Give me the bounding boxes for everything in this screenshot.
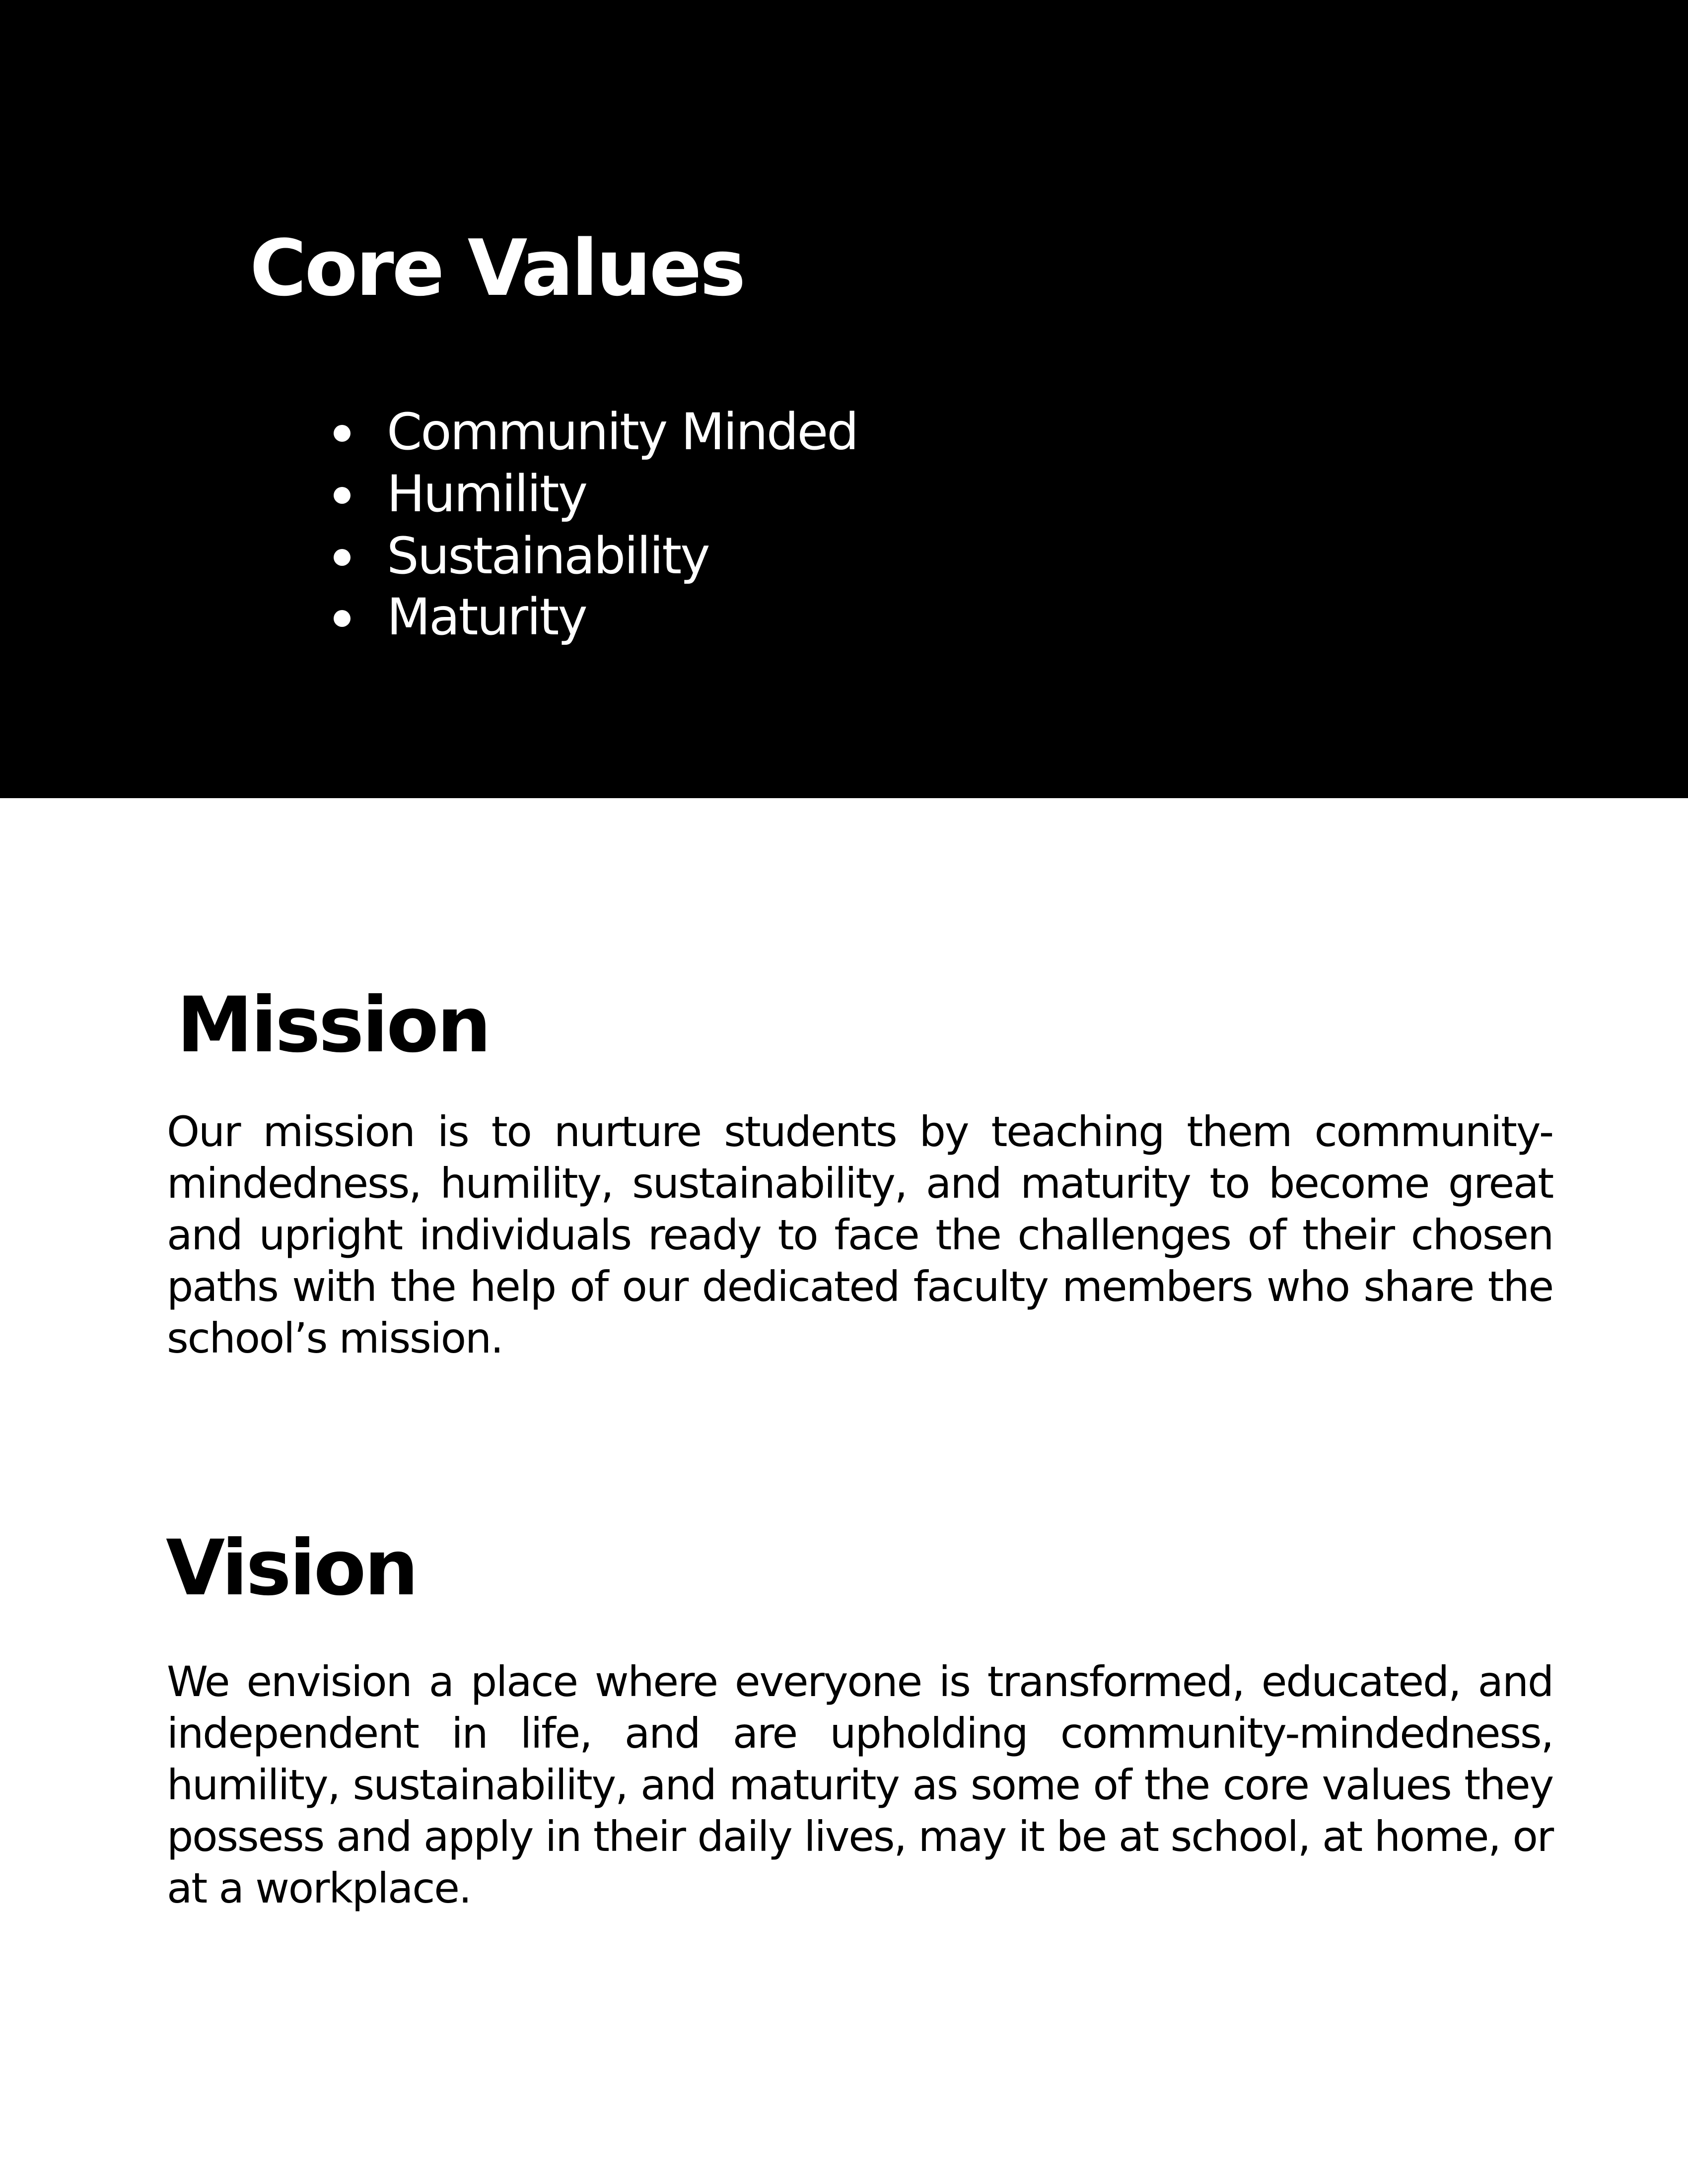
- core-values-heading: Core Values: [250, 223, 744, 313]
- bullet-icon: [334, 487, 351, 504]
- paragraph-line: Our mission is to nurture students by teaching them community-: [167, 1107, 1553, 1156]
- core-value-label: Sustainability: [387, 527, 709, 586]
- vision-paragraph: [167, 1656, 1553, 1914]
- mission-paragraph: [167, 1106, 1553, 1364]
- mission-heading: Mission: [177, 981, 490, 1070]
- paragraph-line: possess and apply in their daily lives, may it be at school, at home, or: [167, 1812, 1553, 1861]
- core-value-label: Humility: [387, 465, 587, 524]
- core-values-section: [0, 0, 1688, 798]
- bullet-icon: [334, 425, 351, 442]
- paragraph-line: independent in life, and are upholding community-mindedness,: [167, 1709, 1553, 1758]
- core-value-label: Maturity: [387, 588, 586, 647]
- paragraph-line: and upright individuals ready to face the challenges of their chosen: [167, 1211, 1553, 1259]
- paragraph-line: school’s mission.: [167, 1314, 503, 1363]
- paragraph-line: humility, sustainability, and maturity as some of the core values they: [167, 1761, 1553, 1809]
- core-value-label: Community Minded: [387, 403, 857, 462]
- paragraph-line: at a workplace.: [167, 1864, 471, 1912]
- bullet-icon: [334, 610, 351, 627]
- paragraph-line: We envision a place where everyone is transformed, educated, and: [167, 1657, 1553, 1706]
- bullet-icon: [334, 549, 351, 566]
- paragraph-line: mindedness, humility, sustainability, and maturity to become great: [167, 1159, 1553, 1208]
- vision-heading: Vision: [166, 1524, 417, 1613]
- paragraph-line: paths with the help of our dedicated faculty members who share the: [167, 1262, 1553, 1311]
